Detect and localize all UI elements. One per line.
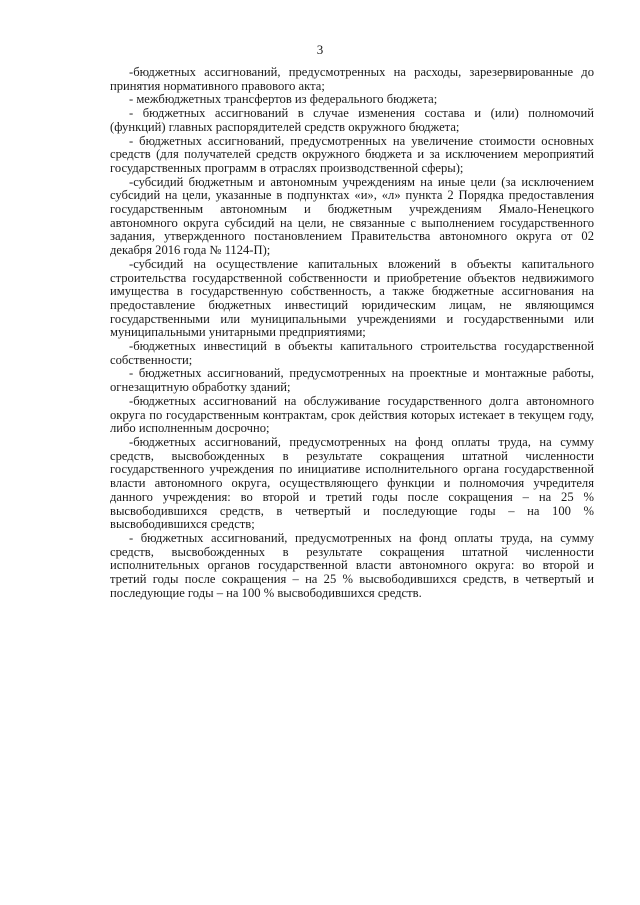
list-item: - бюджетных ассигнований, предусмотренных на проектные и монтажные работы, огнезащитную обработку зданий; [110,366,594,395]
list-item: -бюджетных инвестиций в объекты капитального строительства государственной собственности; [110,339,594,367]
list-item: - бюджетных ассигнований, предусмотренных на фонд оплаты труда, на сумму средств, высвобожденных в результате сокращения штатной численности исполнительных органов государственной власти автономного округа: во второй и третий годы после сокращения – на 25 % высвободившихся средств, в четвертый и последующие годы – на 100 % высвободившихся средств. [110,530,594,600]
document-body [110,66,594,600]
page-number: 3 [316,42,324,57]
list-item: -бюджетных ассигнований на обслуживание государственного долга автономного округа по государственным контрактам, срок действия которых истекает в текущем году, либо исполненным досрочно; [110,393,594,436]
list-item: -субсидий бюджетным и автономным учреждениям на иные цели (за исключением субсидий на цели, указанные в подпунктах «и», «л» пункта 2 Порядка предоставления государственным автономным и бюджетным учреждениям Ямало-Ненецкого автономного округа субсидий на цели, не связанные с выполнением государственного задания, утвержденного постановлением Правительства автономного округа от 02 декабря 2016 года № 1124-П); [110,174,594,258]
list-item: -субсидий на осуществление капитальных вложений в объекты капитального строительства государственной собственности и приобретение объектов недвижимого имущества в государственную собственность, а также бюджетные ассигнования на предоставление бюджетных инвестиций юридическим лицам, не являющимся государственными или муниципальными учреждениями и государственными или муниципальными унитарными предприятиями; [110,256,594,340]
list-item: - бюджетных ассигнований, предусмотренных на увеличение стоимости основных средств (для получателей средств окружного бюджета и за исключением мероприятий государственных программ в отраслях производственной сферы); [110,133,594,175]
list-item: -бюджетных ассигнований, предусмотренных на фонд оплаты труда, на сумму средств, высвобожденных в результате сокращения штатной численности государственного учреждения по инициативе исполнительного органа государственной власти автономного округа, осуществляющего функции и полномочия учредителя данного учреждения: во второй и третий годы после сокращения – на 25 % высвободившихся средств, в четвертый и последующие годы – на 100 % высвободившихся средств; [110,434,594,532]
list-item: - бюджетных ассигнований в случае изменения состава и (или) полномочий (функций) главных распорядителей средств окружного бюджета; [110,106,594,134]
list-item: - межбюджетных трансфертов из федерального бюджета; [129,92,438,107]
list-item: -бюджетных ассигнований, предусмотренных на расходы, зарезервированные до принятия нормативного правового акта; [110,65,594,93]
